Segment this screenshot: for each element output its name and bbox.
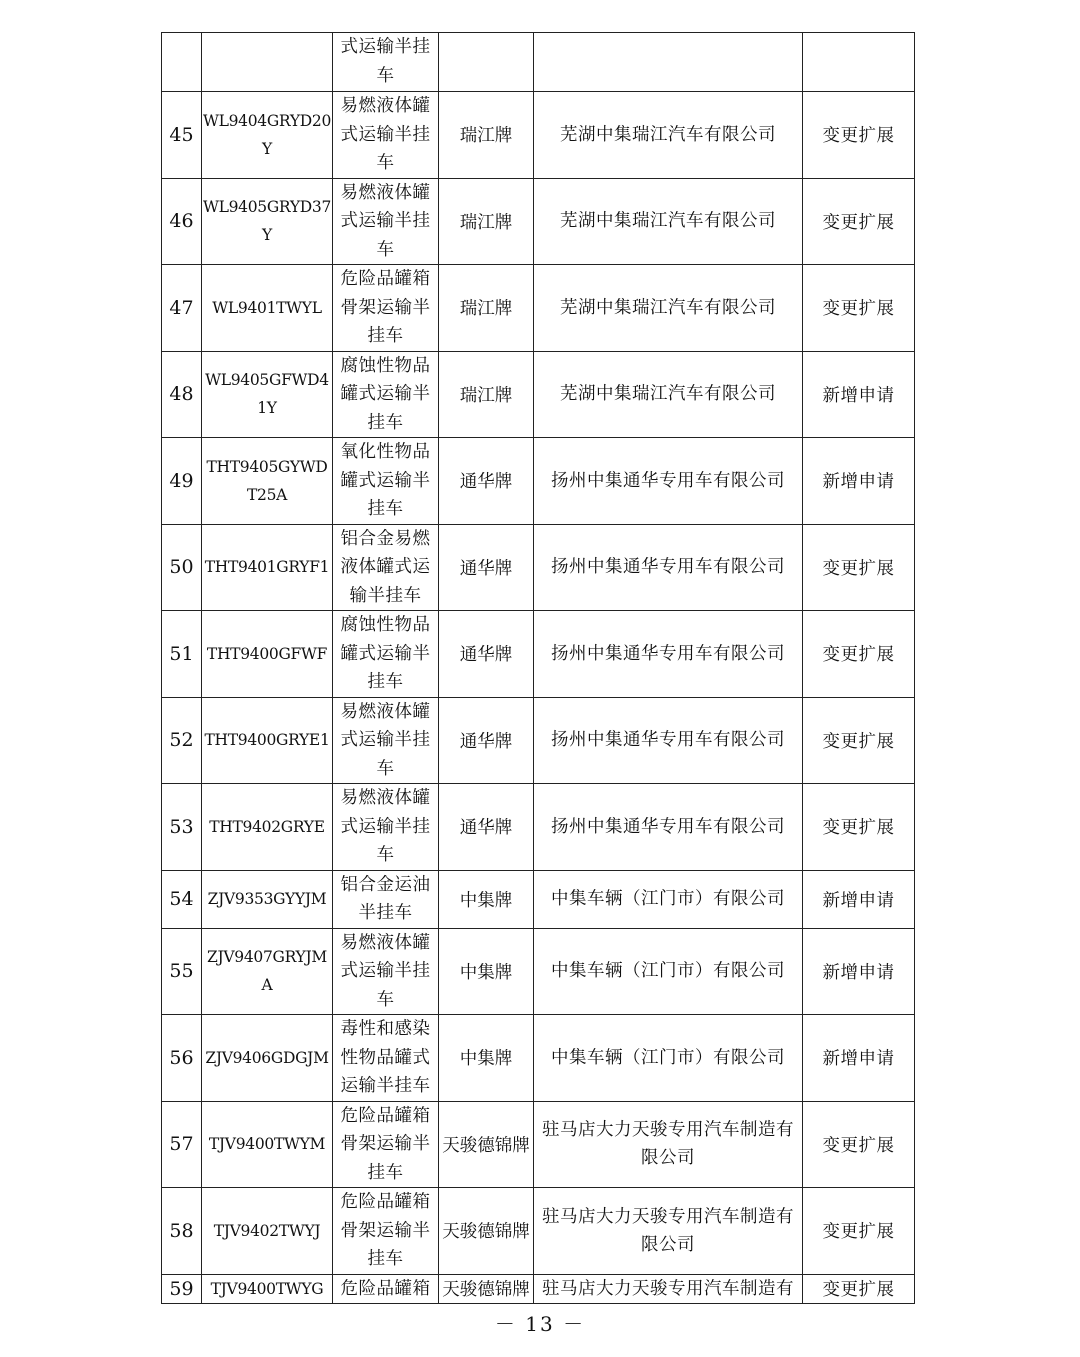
page-number: － 13 － [494,1312,586,1336]
cell-vehicle-name-text: 腐蚀性物品罐式运输半挂车 [340,615,431,692]
cell-vehicle-name [333,928,439,1015]
cell-model-text: THT9400GRYE1 [204,731,330,750]
cell-company-text: 扬州中集通华专用车有限公司 [551,643,785,664]
cell-company [534,351,803,438]
cell-vehicle-name [333,1188,439,1275]
cell-brand: 瑞江牌 [439,351,534,438]
cell-company [534,697,803,784]
cell-application-type: 变更扩展 [803,784,915,871]
cell-model-text: THT9400GFWF [206,644,328,663]
cell-no: 55 [162,928,202,1015]
cell-company [534,33,803,92]
cell-model-text: ZJV9407GRYJMA [207,948,327,995]
cell-vehicle-name [333,92,439,179]
cell-model [202,92,333,179]
cell-brand: 通华牌 [439,611,534,698]
cell-company-text: 驻马店大力天骏专用汽车制造有限公司 [542,1206,794,1255]
cell-vehicle-name-text: 危险品罐箱 [340,1278,431,1299]
cell-vehicle-name-text: 铝合金易燃液体罐式运输半挂车 [340,528,431,606]
table-body [162,33,915,1304]
cell-company [534,524,803,611]
cell-company-text: 驻马店大力天骏专用汽车制造有 [542,1278,794,1299]
cell-model-text: ZJV9353GYYJM [207,890,327,908]
cell-model-text: THT9401GRYF1 [204,558,330,577]
cell-vehicle-name-text: 危险品罐箱骨架运输半挂车 [340,1105,431,1183]
cell-no: 51 [162,611,202,698]
cell-vehicle-name-text: 易燃液体罐式运输半挂车 [340,182,431,260]
cell-vehicle-name-text: 易燃液体罐式运输半挂车 [340,788,431,865]
cell-brand: 通华牌 [439,697,534,784]
cell-vehicle-name [333,351,439,438]
cell-model [202,1188,333,1275]
cell-application-type: 变更扩展 [803,1274,915,1304]
cell-no: 48 [162,351,202,438]
cell-company [534,1274,803,1304]
cell-no: 56 [162,1015,202,1102]
table-row [162,870,915,928]
cell-brand: 中集牌 [439,928,534,1015]
table-row [162,611,915,698]
cell-vehicle-name [333,438,439,525]
table-row [162,524,915,611]
cell-brand: 天骏德锦牌 [439,1188,534,1275]
table-row-continued [162,33,915,92]
cell-no: 46 [162,178,202,265]
cell-company [534,1101,803,1188]
table-row [162,1274,915,1304]
vehicle-list-table [161,32,915,1304]
cell-vehicle-name-text: 氧化性物品罐式运输半挂车 [340,442,431,519]
cell-company-text: 芜湖中集瑞江汽车有限公司 [560,211,776,232]
cell-model [202,438,333,525]
cell-model [202,33,333,92]
cell-vehicle-name [333,1274,439,1304]
cell-brand: 通华牌 [439,524,534,611]
cell-application-type: 变更扩展 [803,92,915,179]
cell-no: 45 [162,92,202,179]
table-row [162,697,915,784]
cell-vehicle-name [333,1015,439,1102]
cell-application-type: 变更扩展 [803,178,915,265]
cell-company-text: 扬州中集通华专用车有限公司 [551,816,785,837]
cell-vehicle-name [333,178,439,265]
cell-no: 47 [162,265,202,352]
cell-company-text: 芜湖中集瑞江汽车有限公司 [560,124,776,145]
cell-model-text: WL9405GRYD37Y [202,198,332,245]
cell-vehicle-name-text: 铝合金运油半挂车 [340,874,431,923]
cell-no: 58 [162,1188,202,1275]
cell-model [202,351,333,438]
cell-brand: 瑞江牌 [439,92,534,179]
cell-company-text: 中集车辆（江门市）有限公司 [551,961,785,982]
cell-no: 57 [162,1101,202,1188]
cell-company [534,438,803,525]
cell-model-text: WL9405GFWD41Y [205,371,329,418]
table-row [162,178,915,265]
cell-brand: 中集牌 [439,870,534,928]
cell-application-type [803,33,915,92]
cell-application-type: 新增申请 [803,351,915,438]
cell-brand: 天骏德锦牌 [439,1101,534,1188]
cell-company [534,178,803,265]
cell-company-text: 扬州中集通华专用车有限公司 [551,557,785,578]
table-row [162,928,915,1015]
cell-vehicle-name [333,697,439,784]
cell-vehicle-name [333,611,439,698]
cell-model [202,870,333,928]
cell-model [202,1015,333,1102]
cell-company [534,784,803,871]
cell-model [202,784,333,871]
cell-model [202,1101,333,1188]
cell-application-type: 新增申请 [803,928,915,1015]
cell-company [534,611,803,698]
cell-no: 53 [162,784,202,871]
cell-model-text: TJV9400TWYM [208,1135,326,1154]
table-row [162,1188,915,1275]
cell-application-type: 变更扩展 [803,1188,915,1275]
cell-company-text: 扬州中集通华专用车有限公司 [551,470,785,491]
cell-company-text: 芜湖中集瑞江汽车有限公司 [560,384,776,405]
cell-model-text: TJV9402TWYJ [213,1221,321,1240]
cell-model-text: WL9401TWYL [212,298,322,317]
cell-vehicle-name-text: 易燃液体罐式运输半挂车 [340,701,431,779]
cell-brand: 天骏德锦牌 [439,1274,534,1304]
table-row [162,351,915,438]
cell-vehicle-name [333,265,439,352]
cell-no: 54 [162,870,202,928]
cell-application-type: 变更扩展 [803,524,915,611]
cell-no: 59 [162,1274,202,1304]
cell-model [202,928,333,1015]
table-row [162,265,915,352]
cell-company [534,265,803,352]
cell-no: 52 [162,697,202,784]
cell-model [202,524,333,611]
cell-model [202,611,333,698]
cell-model [202,178,333,265]
cell-vehicle-name-text: 式运输半挂车 [340,37,431,86]
table-row [162,92,915,179]
cell-vehicle-name [333,33,439,92]
cell-company-text: 驻马店大力天骏专用汽车制造有限公司 [542,1120,794,1169]
cell-model-text: TJV9400TWYG [210,1279,324,1298]
cell-application-type: 变更扩展 [803,1101,915,1188]
cell-no [162,33,202,92]
cell-brand: 通华牌 [439,438,534,525]
cell-model [202,1274,333,1304]
cell-model-text: THT9405GYWDT25A [206,457,328,504]
cell-vehicle-name [333,1101,439,1188]
table-row [162,1101,915,1188]
cell-model-text: ZJV9406GDGJM [205,1048,329,1067]
cell-company-text: 中集车辆（江门市）有限公司 [551,889,785,909]
cell-application-type: 新增申请 [803,1015,915,1102]
cell-company [534,1188,803,1275]
cell-application-type: 变更扩展 [803,265,915,352]
cell-company [534,1015,803,1102]
cell-brand: 瑞江牌 [439,265,534,352]
cell-vehicle-name [333,870,439,928]
cell-no: 49 [162,438,202,525]
cell-vehicle-name-text: 毒性和感染性物品罐式运输半挂车 [340,1019,431,1096]
cell-application-type: 变更扩展 [803,611,915,698]
cell-vehicle-name-text: 易燃液体罐式运输半挂车 [340,932,431,1010]
cell-application-type: 新增申请 [803,438,915,525]
cell-vehicle-name [333,784,439,871]
cell-application-type: 新增申请 [803,870,915,928]
cell-company [534,870,803,928]
cell-brand: 中集牌 [439,1015,534,1102]
cell-model [202,697,333,784]
cell-company-text: 中集车辆（江门市）有限公司 [551,1047,785,1068]
cell-brand: 瑞江牌 [439,178,534,265]
cell-vehicle-name-text: 易燃液体罐式运输半挂车 [340,96,431,173]
cell-model [202,265,333,352]
cell-application-type: 变更扩展 [803,697,915,784]
cell-company [534,92,803,179]
cell-company [534,928,803,1015]
cell-vehicle-name-text: 危险品罐箱骨架运输半挂车 [340,1192,431,1269]
table-row [162,1015,915,1102]
cell-company-text: 芜湖中集瑞江汽车有限公司 [560,297,776,318]
cell-no: 50 [162,524,202,611]
cell-company-text: 扬州中集通华专用车有限公司 [551,730,785,751]
cell-vehicle-name-text: 腐蚀性物品罐式运输半挂车 [340,355,431,433]
cell-vehicle-name-text: 危险品罐箱骨架运输半挂车 [340,269,431,346]
table-row [162,438,915,525]
cell-vehicle-name [333,524,439,611]
cell-brand: 通华牌 [439,784,534,871]
table-row [162,784,915,871]
cell-model-text: THT9402GRYE [209,817,325,836]
cell-model-text: WL9404GRYD20Y [202,111,332,158]
cell-brand [439,33,534,92]
